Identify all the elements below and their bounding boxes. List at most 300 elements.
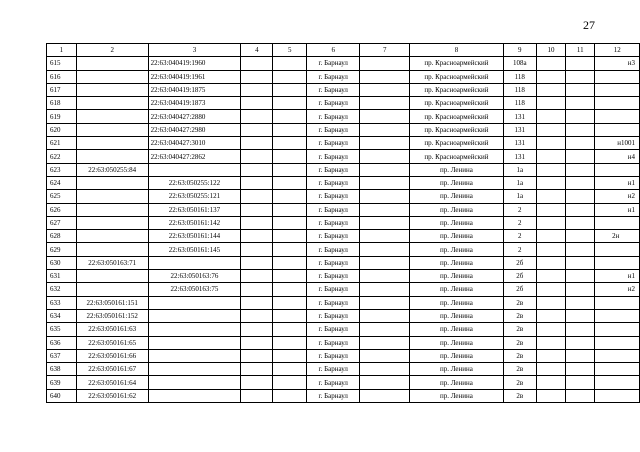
col4-cell <box>241 163 273 176</box>
house-number-cell: 131 <box>503 137 536 150</box>
row-number: 620 <box>47 123 77 136</box>
col11-cell <box>566 57 595 70</box>
col11-cell <box>566 243 595 256</box>
parent-cadastral-number <box>76 190 148 203</box>
col10-cell <box>536 363 565 376</box>
street-cell: пр. Ленина <box>410 389 504 402</box>
house-number-cell: 1а <box>503 163 536 176</box>
table-row <box>47 230 640 243</box>
col7-cell <box>360 283 410 296</box>
col7-cell <box>360 349 410 362</box>
col4-cell <box>241 349 273 362</box>
col-header-7: 7 <box>360 44 410 57</box>
street-cell: пр. Ленина <box>410 336 504 349</box>
col5-cell <box>273 363 307 376</box>
col10-cell <box>536 389 565 402</box>
col4-cell <box>241 203 273 216</box>
col7-cell <box>360 270 410 283</box>
city-cell: г. Барнаул <box>307 83 360 96</box>
col5-cell <box>273 256 307 269</box>
premises-note-cell <box>595 296 640 309</box>
row-number: 635 <box>47 323 77 336</box>
cadastral-number: 22:63:050161:137 <box>148 203 241 216</box>
city-cell: г. Барнаул <box>307 97 360 110</box>
col7-cell <box>360 176 410 189</box>
house-number-cell: 118 <box>503 83 536 96</box>
house-number-cell: 1а <box>503 176 536 189</box>
col4-cell <box>241 363 273 376</box>
col11-cell <box>566 323 595 336</box>
premises-note-cell <box>595 110 640 123</box>
col4-cell <box>241 150 273 163</box>
col7-cell <box>360 137 410 150</box>
col5-cell <box>273 349 307 362</box>
street-cell: пр. Ленина <box>410 363 504 376</box>
cadastral-number <box>148 363 241 376</box>
city-cell: г. Барнаул <box>307 270 360 283</box>
col-header-12: 12 <box>595 44 640 57</box>
street-cell: пр. Ленина <box>410 203 504 216</box>
street-cell: пр. Ленина <box>410 349 504 362</box>
col11-cell <box>566 97 595 110</box>
col10-cell <box>536 110 565 123</box>
row-number: 619 <box>47 110 77 123</box>
col7-cell <box>360 70 410 83</box>
col4-cell <box>241 389 273 402</box>
col-header-2: 2 <box>76 44 148 57</box>
city-cell: г. Барнаул <box>307 176 360 189</box>
premises-note-cell <box>595 349 640 362</box>
table-row <box>47 363 640 376</box>
cadastral-number <box>148 389 241 402</box>
col7-cell <box>360 203 410 216</box>
premises-note-cell <box>595 123 640 136</box>
cadastral-number: 22:63:050161:145 <box>148 243 241 256</box>
cadastral-number <box>148 163 241 176</box>
premises-note-cell: н2 <box>595 190 640 203</box>
col7-cell <box>360 163 410 176</box>
col7-cell <box>360 110 410 123</box>
house-number-cell: 2б <box>503 270 536 283</box>
parent-cadastral-number <box>76 123 148 136</box>
house-number-cell: 2в <box>503 336 536 349</box>
row-number: 638 <box>47 363 77 376</box>
col11-cell <box>566 296 595 309</box>
city-cell: г. Барнаул <box>307 389 360 402</box>
premises-note-cell <box>595 163 640 176</box>
col4-cell <box>241 230 273 243</box>
premises-note-cell: н4 <box>595 150 640 163</box>
parent-cadastral-number <box>76 83 148 96</box>
col10-cell <box>536 230 565 243</box>
parent-cadastral-number <box>76 150 148 163</box>
col11-cell <box>566 230 595 243</box>
row-number: 625 <box>47 190 77 203</box>
premises-note-cell: н3 <box>595 57 640 70</box>
table-row <box>47 163 640 176</box>
premises-note-cell <box>595 336 640 349</box>
city-cell: г. Барнаул <box>307 230 360 243</box>
col7-cell <box>360 230 410 243</box>
parent-cadastral-number <box>76 57 148 70</box>
street-cell: пр. Ленина <box>410 243 504 256</box>
col4-cell <box>241 323 273 336</box>
col4-cell <box>241 270 273 283</box>
row-number: 626 <box>47 203 77 216</box>
cadastral-number <box>148 296 241 309</box>
city-cell: г. Барнаул <box>307 376 360 389</box>
parent-cadastral-number <box>76 110 148 123</box>
table-row <box>47 349 640 362</box>
col11-cell <box>566 70 595 83</box>
col7-cell <box>360 389 410 402</box>
col7-cell <box>360 57 410 70</box>
premises-note-cell <box>595 376 640 389</box>
col5-cell <box>273 309 307 322</box>
cadastral-number: 22:63:050161:144 <box>148 230 241 243</box>
house-number-cell: 2в <box>503 376 536 389</box>
cadastral-number: 22:63:050255:121 <box>148 190 241 203</box>
col7-cell <box>360 190 410 203</box>
col-header-6: 6 <box>307 44 360 57</box>
street-cell: пр. Ленина <box>410 323 504 336</box>
parent-cadastral-number <box>76 216 148 229</box>
col5-cell <box>273 296 307 309</box>
cadastral-number: 22:63:050163:76 <box>148 270 241 283</box>
premises-note-cell <box>595 243 640 256</box>
col10-cell <box>536 216 565 229</box>
street-cell: пр. Ленина <box>410 230 504 243</box>
col10-cell <box>536 70 565 83</box>
premises-note-cell: н2 <box>595 283 640 296</box>
col5-cell <box>273 97 307 110</box>
col4-cell <box>241 309 273 322</box>
house-number-cell: 2в <box>503 309 536 322</box>
col10-cell <box>536 376 565 389</box>
table-row <box>47 150 640 163</box>
col5-cell <box>273 137 307 150</box>
col11-cell <box>566 270 595 283</box>
parent-cadastral-number: 22:63:050161:152 <box>76 309 148 322</box>
cadastral-number <box>148 323 241 336</box>
row-number: 633 <box>47 296 77 309</box>
row-number: 634 <box>47 309 77 322</box>
parent-cadastral-number: 22:63:050163:71 <box>76 256 148 269</box>
street-cell: пр. Ленина <box>410 216 504 229</box>
table-row <box>47 389 640 402</box>
street-cell: пр. Красноармейский <box>410 83 504 96</box>
col7-cell <box>360 256 410 269</box>
cadastral-number <box>148 349 241 362</box>
table-row <box>47 110 640 123</box>
parent-cadastral-number <box>76 283 148 296</box>
col10-cell <box>536 296 565 309</box>
row-number: 640 <box>47 389 77 402</box>
street-cell: пр. Красноармейский <box>410 97 504 110</box>
col5-cell <box>273 376 307 389</box>
row-number: 628 <box>47 230 77 243</box>
col7-cell <box>360 376 410 389</box>
premises-note-cell <box>595 309 640 322</box>
row-number: 639 <box>47 376 77 389</box>
city-cell: г. Барнаул <box>307 296 360 309</box>
row-number: 616 <box>47 70 77 83</box>
col5-cell <box>273 163 307 176</box>
col4-cell <box>241 336 273 349</box>
premises-note-cell: 2н <box>595 230 640 243</box>
house-number-cell: 131 <box>503 110 536 123</box>
street-cell: пр. Ленина <box>410 163 504 176</box>
row-number: 630 <box>47 256 77 269</box>
col10-cell <box>536 123 565 136</box>
table-row <box>47 216 640 229</box>
street-cell: пр. Красноармейский <box>410 137 504 150</box>
city-cell: г. Барнаул <box>307 283 360 296</box>
col7-cell <box>360 309 410 322</box>
parent-cadastral-number: 22:63:050161:67 <box>76 363 148 376</box>
col10-cell <box>536 243 565 256</box>
col-header-8: 8 <box>410 44 504 57</box>
street-cell: пр. Красноармейский <box>410 57 504 70</box>
table-row <box>47 283 640 296</box>
house-number-cell: 2б <box>503 283 536 296</box>
col5-cell <box>273 190 307 203</box>
street-cell: пр. Ленина <box>410 283 504 296</box>
house-number-cell: 118 <box>503 70 536 83</box>
premises-note-cell <box>595 83 640 96</box>
col7-cell <box>360 216 410 229</box>
street-cell: пр. Ленина <box>410 256 504 269</box>
col10-cell <box>536 176 565 189</box>
city-cell: г. Барнаул <box>307 256 360 269</box>
row-number: 629 <box>47 243 77 256</box>
city-cell: г. Барнаул <box>307 216 360 229</box>
premises-note-cell: н1 <box>595 203 640 216</box>
col5-cell <box>273 176 307 189</box>
table-row <box>47 57 640 70</box>
parent-cadastral-number <box>76 270 148 283</box>
col11-cell <box>566 163 595 176</box>
col10-cell <box>536 323 565 336</box>
house-number-cell: 1а <box>503 190 536 203</box>
table-row <box>47 97 640 110</box>
house-number-cell: 2в <box>503 389 536 402</box>
col4-cell <box>241 376 273 389</box>
street-cell: пр. Красноармейский <box>410 70 504 83</box>
premises-note-cell <box>595 70 640 83</box>
row-number: 632 <box>47 283 77 296</box>
col7-cell <box>360 363 410 376</box>
house-number-cell: 2в <box>503 323 536 336</box>
col10-cell <box>536 97 565 110</box>
city-cell: г. Барнаул <box>307 323 360 336</box>
parent-cadastral-number: 22:63:050161:151 <box>76 296 148 309</box>
street-cell: пр. Ленина <box>410 376 504 389</box>
col10-cell <box>536 57 565 70</box>
col5-cell <box>273 230 307 243</box>
street-cell: пр. Красноармейский <box>410 150 504 163</box>
col7-cell <box>360 336 410 349</box>
parent-cadastral-number <box>76 243 148 256</box>
col11-cell <box>566 176 595 189</box>
cadastral-number: 22:63:050255:122 <box>148 176 241 189</box>
premises-note-cell <box>595 389 640 402</box>
cadastral-number: 22:63:040427:2862 <box>148 150 241 163</box>
col5-cell <box>273 123 307 136</box>
col4-cell <box>241 97 273 110</box>
cadastral-number: 22:63:050163:75 <box>148 283 241 296</box>
house-number-cell: 118 <box>503 97 536 110</box>
col5-cell <box>273 203 307 216</box>
house-number-cell: 2в <box>503 363 536 376</box>
premises-note-cell <box>595 363 640 376</box>
parent-cadastral-number <box>76 137 148 150</box>
col10-cell <box>536 190 565 203</box>
col5-cell <box>273 83 307 96</box>
parent-cadastral-number <box>76 97 148 110</box>
col5-cell <box>273 57 307 70</box>
col10-cell <box>536 137 565 150</box>
col4-cell <box>241 216 273 229</box>
col11-cell <box>566 190 595 203</box>
col4-cell <box>241 190 273 203</box>
city-cell: г. Барнаул <box>307 203 360 216</box>
cadastral-number <box>148 256 241 269</box>
street-cell: пр. Ленина <box>410 309 504 322</box>
col-header-10: 10 <box>536 44 565 57</box>
premises-note-cell <box>595 323 640 336</box>
city-cell: г. Барнаул <box>307 137 360 150</box>
col10-cell <box>536 270 565 283</box>
table-row <box>47 203 640 216</box>
city-cell: г. Барнаул <box>307 309 360 322</box>
parent-cadastral-number: 22:63:050161:62 <box>76 389 148 402</box>
row-number: 636 <box>47 336 77 349</box>
row-number: 624 <box>47 176 77 189</box>
col4-cell <box>241 137 273 150</box>
parent-cadastral-number <box>76 203 148 216</box>
col-header-5: 5 <box>273 44 307 57</box>
col11-cell <box>566 83 595 96</box>
table-row <box>47 190 640 203</box>
table-row <box>47 137 640 150</box>
table-row <box>47 376 640 389</box>
house-number-cell: 2 <box>503 230 536 243</box>
col10-cell <box>536 309 565 322</box>
city-cell: г. Барнаул <box>307 123 360 136</box>
col11-cell <box>566 309 595 322</box>
table-row <box>47 270 640 283</box>
col4-cell <box>241 296 273 309</box>
table-row <box>47 309 640 322</box>
col5-cell <box>273 70 307 83</box>
col11-cell <box>566 349 595 362</box>
col4-cell <box>241 283 273 296</box>
street-cell: пр. Ленина <box>410 176 504 189</box>
parent-cadastral-number: 22:63:050161:65 <box>76 336 148 349</box>
col11-cell <box>566 283 595 296</box>
col10-cell <box>536 150 565 163</box>
col7-cell <box>360 97 410 110</box>
row-number: 631 <box>47 270 77 283</box>
cadastral-number <box>148 376 241 389</box>
col7-cell <box>360 323 410 336</box>
house-number-cell: 2 <box>503 203 536 216</box>
col4-cell <box>241 176 273 189</box>
street-cell: пр. Красноармейский <box>410 110 504 123</box>
table-row <box>47 296 640 309</box>
city-cell: г. Барнаул <box>307 349 360 362</box>
row-number: 621 <box>47 137 77 150</box>
premises-note-cell: н1001 <box>595 137 640 150</box>
parent-cadastral-number <box>76 176 148 189</box>
col5-cell <box>273 150 307 163</box>
cadastral-number: 22:63:040419:1960 <box>148 57 241 70</box>
cadastral-number: 22:63:040419:1961 <box>148 70 241 83</box>
col11-cell <box>566 110 595 123</box>
parent-cadastral-number <box>76 230 148 243</box>
parent-cadastral-number: 22:63:050161:66 <box>76 349 148 362</box>
row-number: 627 <box>47 216 77 229</box>
city-cell: г. Барнаул <box>307 163 360 176</box>
col11-cell <box>566 137 595 150</box>
col7-cell <box>360 296 410 309</box>
col4-cell <box>241 83 273 96</box>
premises-note-cell: н1 <box>595 176 640 189</box>
cadastral-number: 22:63:040427:3010 <box>148 137 241 150</box>
city-cell: г. Барнаул <box>307 150 360 163</box>
city-cell: г. Барнаул <box>307 70 360 83</box>
cadastral-number: 22:63:050161:142 <box>148 216 241 229</box>
street-cell: пр. Красноармейский <box>410 123 504 136</box>
house-number-cell: 2 <box>503 216 536 229</box>
table-row <box>47 323 640 336</box>
parent-cadastral-number: 22:63:050161:64 <box>76 376 148 389</box>
city-cell: г. Барнаул <box>307 363 360 376</box>
table-row <box>47 70 640 83</box>
row-number: 623 <box>47 163 77 176</box>
house-number-cell: 2 <box>503 243 536 256</box>
street-cell: пр. Ленина <box>410 296 504 309</box>
table-row <box>47 83 640 96</box>
table-row <box>47 176 640 189</box>
col-header-3: 3 <box>148 44 241 57</box>
col4-cell <box>241 110 273 123</box>
row-number: 618 <box>47 97 77 110</box>
street-cell: пр. Ленина <box>410 190 504 203</box>
premises-note-cell <box>595 256 640 269</box>
house-number-cell: 2б <box>503 256 536 269</box>
col11-cell <box>566 336 595 349</box>
col11-cell <box>566 203 595 216</box>
col7-cell <box>360 83 410 96</box>
col10-cell <box>536 83 565 96</box>
house-number-cell: 131 <box>503 123 536 136</box>
col11-cell <box>566 363 595 376</box>
row-number: 622 <box>47 150 77 163</box>
cadastral-number: 22:63:040419:1873 <box>148 97 241 110</box>
col7-cell <box>360 243 410 256</box>
col11-cell <box>566 256 595 269</box>
col11-cell <box>566 389 595 402</box>
register-table <box>46 43 640 403</box>
table-row <box>47 336 640 349</box>
col10-cell <box>536 349 565 362</box>
col10-cell <box>536 203 565 216</box>
cadastral-number: 22:63:040427:2980 <box>148 123 241 136</box>
col-header-11: 11 <box>566 44 595 57</box>
city-cell: г. Барнаул <box>307 57 360 70</box>
